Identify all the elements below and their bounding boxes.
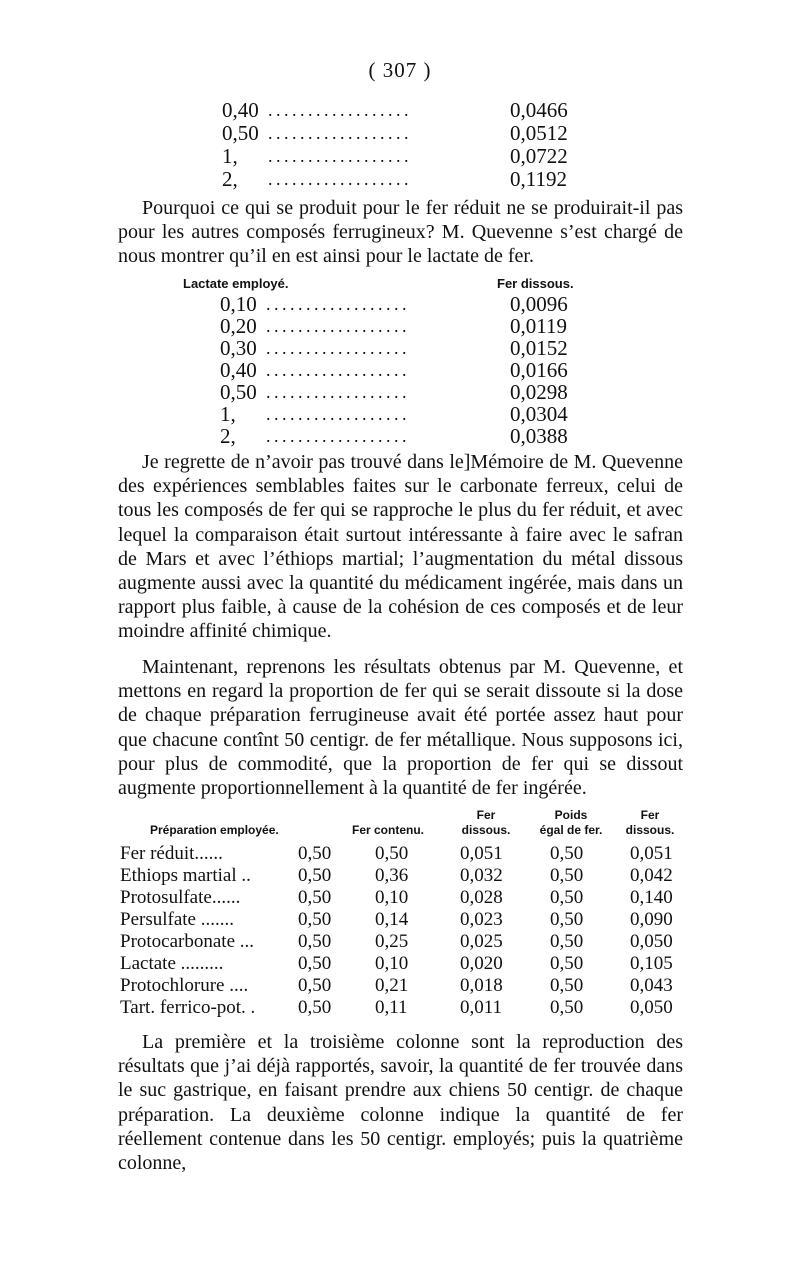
prep-name: Tart. ferrico-pot. .: [120, 997, 256, 1018]
table-row: 0,50 .................. 0,0512: [222, 121, 568, 145]
row-value: 0,0298: [510, 380, 568, 404]
cell: 0,140: [630, 887, 673, 908]
table-row: 0,30 .................. 0,0152: [220, 336, 568, 360]
col-header-line: dissous.: [461, 823, 511, 837]
table-row: [0, 997, 800, 1019]
row-value: 0,0512: [510, 121, 568, 145]
row-label: 1,: [222, 144, 238, 168]
col-header-prep: Préparation employée.: [150, 823, 279, 837]
cell: 0,023: [460, 909, 503, 930]
table-row: 2, .................. 0,1192: [222, 167, 567, 191]
cell: 0,018: [460, 975, 503, 996]
row-label: 0,40: [220, 358, 257, 382]
cell: 0,50: [298, 975, 332, 996]
col-header-line: Fer: [640, 808, 660, 822]
row-label: 0,10: [220, 292, 257, 316]
col-header-line: dissous.: [625, 823, 675, 837]
cell: 0,043: [630, 975, 673, 996]
row-label: 1,: [220, 402, 236, 426]
cell: 0,032: [460, 865, 503, 886]
col-header-dissous: [456, 808, 516, 838]
row-label: 2,: [222, 167, 238, 191]
col-header-line: Fer: [476, 808, 496, 822]
cell: 0,011: [460, 997, 503, 1018]
cell: 0,25: [375, 931, 409, 952]
cell: 0,50: [550, 909, 584, 930]
table-row: [0, 887, 800, 909]
cell: 0,50: [375, 843, 409, 864]
row-value: 0,0166: [510, 358, 568, 382]
cell: 0,051: [630, 843, 673, 864]
col-header-dissous-2: [620, 808, 680, 838]
table-row: [0, 975, 800, 997]
row-value: 0,0152: [510, 336, 568, 360]
table-row: 1, .................. 0,0304: [220, 402, 568, 426]
col-header-poids: [532, 808, 610, 838]
table-row: 0,40 .................. 0,0466: [222, 98, 568, 122]
paragraph: Je regrette de n’avoir pas trouvé dans le]Mémoire de M. Quevenne des expériences semblables faites sur le carbonate ferreux, celui de tous les composés de fer qui se rapproche le plus du fer réduit, et avec lequel la comparaison était surtout intéressante à faire avec le safran de Mars et avec l’éthiops martial; l’augmentation du métal dissous augmente aussi avec la quantité du médicament ingérée, mais dans un rapport plus faible, à cause de la cohésion de ces composés et de leur moindre affinité chimique.: [118, 451, 683, 643]
table-row: [0, 931, 800, 953]
table-row: 2, .................. 0,0388: [220, 424, 568, 448]
row-value: 0,0466: [510, 98, 568, 122]
col-header-line: égal de fer.: [539, 823, 603, 837]
cell: 0,50: [298, 843, 332, 864]
col-header-contenu: Fer contenu.: [352, 823, 425, 837]
cell: 0,50: [298, 865, 332, 886]
cell: 0,50: [298, 931, 332, 952]
prep-name: Lactate .........: [120, 953, 224, 974]
cell: 0,051: [460, 843, 503, 864]
col-header-line: Poids: [554, 808, 588, 822]
cell: 0,50: [550, 997, 584, 1018]
prep-name: Fer réduit......: [120, 843, 223, 864]
lactate-header-right: Fer dissous.: [497, 276, 574, 291]
cell: 0,090: [630, 909, 673, 930]
row-label: 0,50: [222, 121, 259, 145]
prep-name: Protosulfate......: [120, 887, 241, 908]
paragraph: La première et la troisième colonne sont la reproduction des résultats que j’ai déjà rapportés, savoir, la quantité de fer trouvée dans le suc gastrique, en faisant prendre aux chiens 50 centigr. de chaque préparation. La deuxième colonne indique la quantité de fer réellement contenue dans les 50 centigr. employés; puis la quatrième colonne,: [118, 1031, 683, 1175]
table-row: [0, 909, 800, 931]
cell: 0,36: [375, 865, 409, 886]
row-value: 0,1192: [510, 167, 567, 191]
prep-name: Protochlorure ....: [120, 975, 249, 996]
cell: 0,50: [550, 975, 584, 996]
cell: 0,11: [375, 997, 408, 1018]
row-value: 0,0722: [510, 144, 568, 168]
prep-name: Ethiops martial ..: [120, 865, 251, 886]
table-row: [0, 843, 800, 865]
cell: 0,50: [298, 953, 332, 974]
table-row: 0,40 .................. 0,0166: [220, 358, 568, 382]
row-value: 0,0304: [510, 402, 568, 426]
paragraph: Maintenant, reprenons les résultats obtenus par M. Quevenne, et mettons en regard la proportion de fer qui se serait dissoute si la dose de chaque préparation ferrugineuse avait été portée assez haut pour que chacune contînt 50 centigr. de fer métallique. Nous supposons ici, pour plus de commodité, que la proportion de fer qui se dissout augmente proportionnellement à la quantité de fer ingérée.: [118, 656, 683, 800]
cell: 0,028: [460, 887, 503, 908]
table-row: 1, .................. 0,0722: [222, 144, 568, 168]
cell: 0,050: [630, 997, 673, 1018]
row-label: 0,50: [220, 380, 257, 404]
cell: 0,50: [550, 953, 584, 974]
cell: 0,21: [375, 975, 409, 996]
row-value: 0,0096: [510, 292, 568, 316]
cell: 0,50: [550, 865, 584, 886]
paragraph: Pourquoi ce qui se produit pour le fer réduit ne se produirait-il pas pour les autres composés ferrugineux? M. Quevenne s’est chargé de nous montrer qu’il en est ainsi pour le lactate de fer.: [118, 197, 683, 268]
table-row: 0,20 .................. 0,0119: [220, 314, 567, 338]
table-row: 0,10 .................. 0,0096: [220, 292, 568, 316]
cell: 0,042: [630, 865, 673, 886]
lactate-header-left: Lactate employé.: [183, 276, 289, 291]
cell: 0,50: [298, 909, 332, 930]
row-label: 0,20: [220, 314, 257, 338]
cell: 0,50: [298, 887, 332, 908]
cell: 0,020: [460, 953, 503, 974]
prep-name: Persulfate .......: [120, 909, 234, 930]
table-row: [0, 953, 800, 975]
row-label: 0,30: [220, 336, 257, 360]
row-label: 0,40: [222, 98, 259, 122]
cell: 0,14: [375, 909, 409, 930]
row-label: 2,: [220, 424, 236, 448]
cell: 0,050: [630, 931, 673, 952]
prep-name: Protocarbonate ...: [120, 931, 255, 952]
cell: 0,50: [550, 843, 584, 864]
page-number: ( 307 ): [368, 58, 432, 82]
cell: 0,10: [375, 953, 409, 974]
table-row: 0,50 .................. 0,0298: [220, 380, 568, 404]
cell: 0,50: [298, 997, 332, 1018]
cell: 0,50: [550, 931, 584, 952]
cell: 0,025: [460, 931, 503, 952]
cell: 0,10: [375, 887, 409, 908]
row-value: 0,0388: [510, 424, 568, 448]
cell: 0,105: [630, 953, 673, 974]
table-row: [0, 865, 800, 887]
cell: 0,50: [550, 887, 584, 908]
row-value: 0,0119: [510, 314, 567, 338]
